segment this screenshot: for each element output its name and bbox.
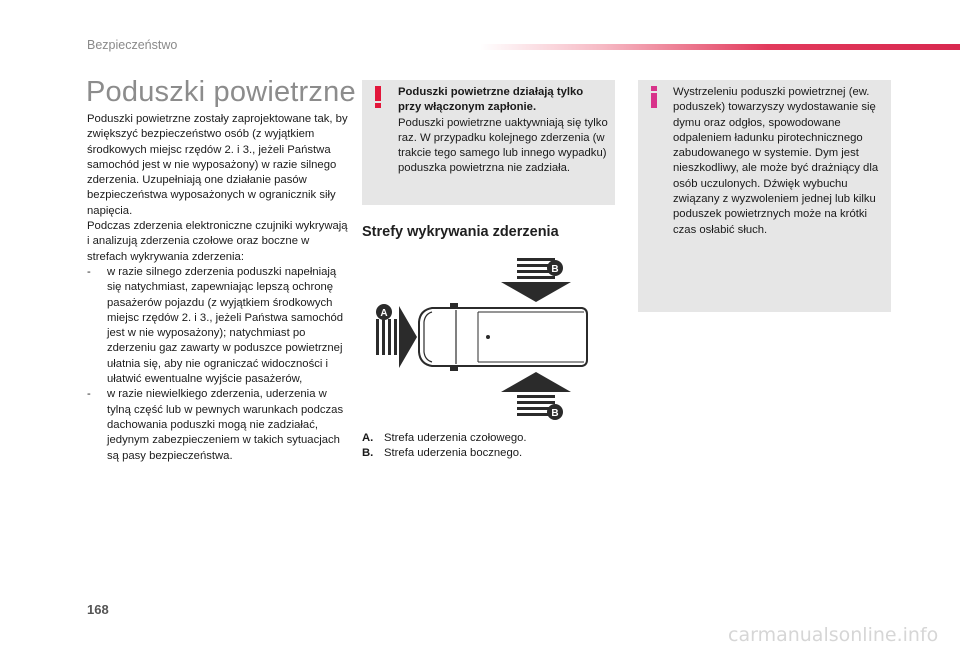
legend-key: A. — [362, 432, 374, 444]
legend-text: Strefa uderzenia czołowego. — [384, 432, 527, 444]
bullet-text: w razie silnego zderzenia poduszki napełniają się natychmiast, zapewniając lepszą ochronę pasażerów pojazdu (z wyjątkiem środkowych miejsc rzędów 2. i 3., jeżeli Państwa samochód jest w nie wyposażony); natychmiast po zderzeniu gaz zawarty w poduszce powietrznej ułatnia się, aby nie ograniczać widoczności i ułatwić ewentualne wyjście pasażerów, — [107, 265, 344, 386]
info-icon — [649, 86, 659, 108]
page-title: Poduszki powietrzne — [86, 76, 356, 108]
badge-b-top — [547, 260, 563, 276]
info-text: Wystrzeleniu poduszki powietrznej (ew. poduszek) towarzyszy wydostawanie się dymu oraz odgłos, spowodowane odpaleniem ładunku pirotechnicznego zabudowanego w systemie. Dym jest nieszkodliwy, ale może być drażniący dla osób uczulonych. Dźwięk wybuchu związany z wyzwoleniem jednej lub kilku poduszek powietrznych może na krótki czas osłabić słuch. — [673, 86, 879, 236]
watermark: carmanualsonline.info — [728, 624, 939, 646]
diagram-legend — [362, 431, 612, 462]
legend-row — [362, 446, 612, 461]
bullet-item — [87, 387, 349, 463]
bullet-text: w razie niewielkiego zderzenia, uderzenia w tylną część lub w pewnych warunkach podczas dachowania poduszki mogą nie zadziałać, jedynym zabezpieczeniem w takich sytuacjach są pasy bezpieczeństwa. — [107, 388, 344, 462]
badge-b-label: B — [551, 408, 559, 419]
intro-paragraph-1: Poduszki powietrzne zostały zaprojektowane tak, by zwiększyć bezpieczeństwo osób (z wyjątkiem środkowych miejsc rzędów 2. i 3., jeżeli Państwa samochód jest w nie wyposażony) w razie silnego zderzenia. Uzupełniają one działanie pasów bezpieczeństwa wyposażonych w ogranicznik siły napięcia. — [87, 113, 348, 217]
header-gradient-rule — [480, 44, 960, 50]
bullet-dash: - — [87, 388, 91, 401]
badge-a — [376, 304, 392, 320]
badge-b-bottom — [547, 404, 563, 420]
section-label: Bezpieczeństwo — [87, 38, 178, 52]
intro-paragraph-2: Podczas zderzenia elektroniczne czujniki wykrywają i analizują zderzenia czołowe oraz boczne w strefach wykrywania zderzenia: — [87, 220, 348, 263]
badge-a-label: A — [380, 308, 388, 319]
warning-bold-text: Poduszki powietrzne działają tylko przy włączonym zapłonie. — [398, 86, 584, 114]
legend-text: Strefa uderzenia bocznego. — [384, 447, 523, 460]
legend-row — [362, 431, 612, 446]
section-subtitle: Strefy wykrywania zderzenia — [362, 224, 559, 240]
badge-b-label: B — [551, 264, 559, 275]
impact-zones-diagram — [370, 252, 590, 427]
page-number: 168 — [87, 602, 109, 617]
bullet-item — [87, 265, 349, 387]
warning-text — [398, 85, 608, 177]
legend-key: B. — [362, 447, 374, 460]
exclamation-icon — [373, 86, 383, 108]
intro-text — [87, 112, 349, 464]
warning-body-text: Poduszki powietrzne uaktywniają się tylko raz. W przypadku kolejnego zderzenia (w trakcie tego samego lub innego wypadku) poduszka powietrzna nie zadziała. — [398, 116, 608, 175]
bullet-dash: - — [87, 265, 91, 278]
vehicle-top-view — [419, 303, 587, 371]
